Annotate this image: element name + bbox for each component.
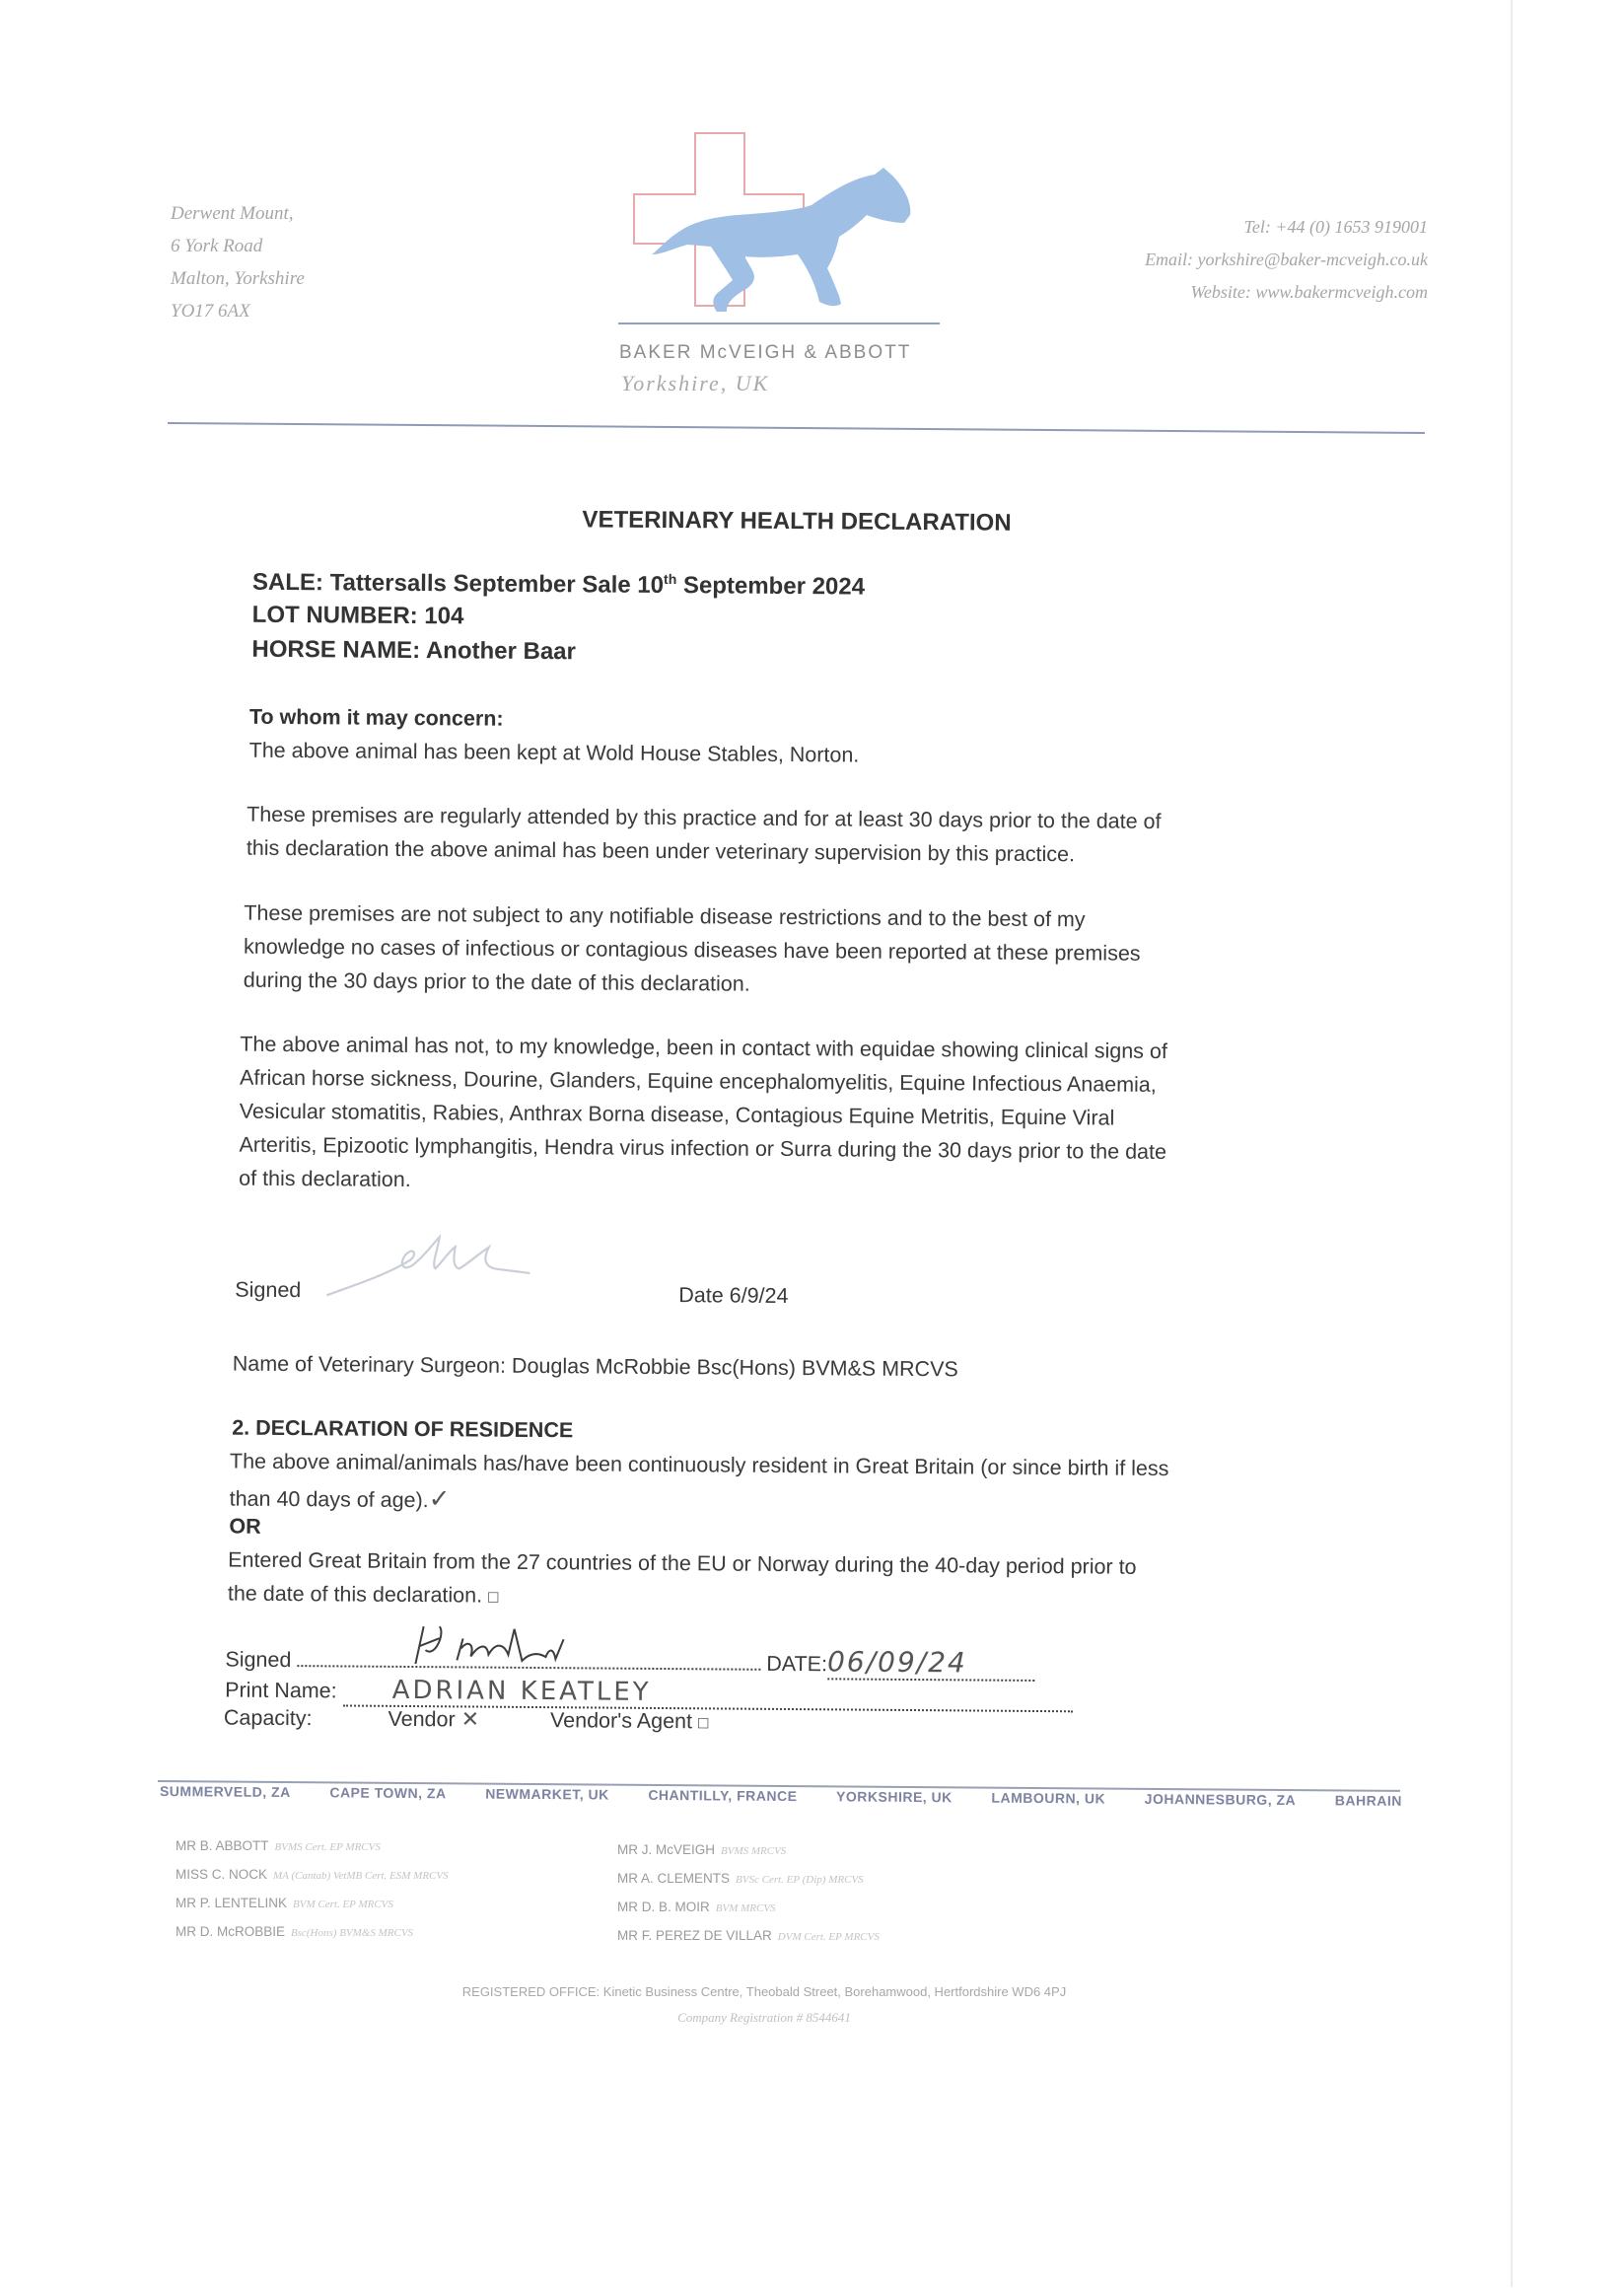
agent-option	[550, 1708, 708, 1733]
vendor-mark: ✕	[460, 1707, 480, 1733]
residence-heading: 2. DECLARATION OF RESIDENCE	[232, 1415, 574, 1443]
partner	[176, 1861, 449, 1890]
residence-line-text: than 40 days of age).	[229, 1486, 429, 1513]
paragraph-line: African horse sickness, Dourine, Glanders, Equine encephalomyelitis, Equine Infectious Anaemia,	[239, 1065, 1157, 1097]
sale-prefix: SALE: Tattersalls September Sale 10	[251, 568, 665, 599]
print-name-label: Print Name:	[225, 1678, 337, 1703]
contact-phone: Tel: +44 (0) 1653 919001	[1243, 217, 1428, 237]
paragraph-line: Vesicular stomatitis, Rabies, Anthrax Borna disease, Contagious Equine Metritis, Equine Viral	[239, 1099, 1115, 1130]
partner	[617, 1894, 880, 1922]
owner-signature	[405, 1620, 593, 1671]
partner-quals: BVMS MRCVS	[721, 1845, 787, 1857]
partner	[176, 1918, 449, 1947]
sale-line	[252, 568, 865, 602]
vet-signed-label: Signed	[235, 1277, 302, 1303]
company-registration: Company Registration # 8544641	[677, 2010, 851, 2025]
office-location: BAHRAIN	[1334, 1792, 1402, 1809]
owner-signed-label: Signed	[225, 1647, 292, 1673]
horse-name: HORSE NAME: Another Baar	[251, 635, 577, 666]
office-location: SUMMERVELD, ZA	[159, 1783, 291, 1801]
capacity-label: Capacity:	[223, 1705, 313, 1731]
residence-line	[230, 1483, 451, 1515]
paragraph-line: Arteritis, Epizootic lymphangitis, Hendra virus infection or Surra during the 30 days prior to the date	[239, 1132, 1167, 1165]
paragraph-line: These premises are not subject to any notifiable disease restrictions and to the best of my	[244, 900, 1086, 932]
office-location: CAPE TOWN, ZA	[329, 1784, 447, 1802]
capacity-row	[224, 1706, 709, 1735]
address-line: 6 York Road	[171, 236, 263, 256]
residence-checkbox: □	[487, 1587, 499, 1607]
residence-line: Entered Great Britain from the 27 countries of the EU or Norway during the 40-day period prior to	[228, 1547, 1137, 1579]
partner-name: MISS C. NOCK	[176, 1867, 268, 1882]
paragraph-line: These premises are regularly attended by this practice and for at least 30 days prior to the date of	[247, 802, 1162, 833]
paragraph-line: of this declaration.	[239, 1166, 411, 1191]
registered-office: REGISTERED OFFICE: Kinetic Business Centre, Theobald Street, Borehamwood, Hertfordshire WD6 4PJ	[461, 1984, 1067, 1999]
or-separator: OR	[229, 1514, 261, 1539]
residence-checkmark: ✓	[428, 1484, 451, 1515]
address-line: Derwent Mount,	[171, 203, 294, 224]
firm-name: BAKER McVEIGH & ABBOTT	[619, 342, 912, 363]
address-line: YO17 6AX	[171, 301, 250, 322]
print-name-value: ADRIAN KEATLEY	[391, 1675, 652, 1707]
paragraph-line: knowledge no cases of infectious or contagious diseases have been reported at these premises	[243, 934, 1141, 966]
partner	[617, 1865, 880, 1894]
partner-quals: BVSc Cert. EP (Dip) MRCVS	[736, 1874, 864, 1886]
partners-right	[617, 1836, 880, 1951]
paragraph-line: this declaration the above animal has been under veterinary supervision by this practice.	[246, 835, 1076, 867]
partner-quals: BVMS Cert. EP MRCVS	[274, 1841, 381, 1853]
salutation: To whom it may concern:	[248, 704, 504, 731]
paragraph-line: The above animal has not, to my knowledge, been in contact with equidae showing clinical signs of	[240, 1032, 1167, 1064]
office-location: YORKSHIRE, UK	[836, 1788, 953, 1806]
partner-quals: BVM MRCVS	[715, 1902, 776, 1914]
sale-sup: th	[664, 570, 677, 588]
office-location: JOHANNESBURG, ZA	[1144, 1790, 1297, 1809]
office-location: LAMBOURN, UK	[991, 1789, 1106, 1807]
partner	[617, 1836, 880, 1865]
residence-line-text: the date of this declaration.	[227, 1581, 483, 1608]
contact-email: Email: yorkshire@baker-mcveigh.co.uk	[1145, 250, 1428, 269]
vendor-option	[388, 1707, 479, 1732]
agent-label: Vendor's Agent	[549, 1708, 693, 1734]
firm-location: Yorkshire, UK	[621, 371, 770, 395]
address-line: Malton, Yorkshire	[171, 268, 305, 289]
partner-name: MR D. B. MOIR	[617, 1900, 710, 1914]
office-location: NEWMARKET, UK	[485, 1785, 609, 1803]
partner-quals: DVM Cert. EP MRCVS	[777, 1931, 880, 1943]
partner-quals: Bsc(Hons) BVM&S MRCVS	[291, 1927, 414, 1939]
sale-suffix: September 2024	[676, 572, 866, 601]
agent-checkbox: □	[697, 1713, 709, 1733]
vendor-label: Vendor	[388, 1706, 456, 1732]
partner-quals: MA (Cantab) VetMB Cert. ESM MRCVS	[273, 1870, 449, 1882]
partner-name: MR D. McROBBIE	[176, 1924, 286, 1939]
partner-name: MR B. ABBOTT	[176, 1838, 269, 1853]
partner-name: MR F. PEREZ DE VILLAR	[617, 1928, 772, 1943]
partner	[176, 1890, 449, 1918]
owner-signature-line	[297, 1649, 760, 1671]
paragraph-line: during the 30 days prior to the date of this declaration.	[243, 968, 750, 996]
partner	[617, 1922, 880, 1951]
document-title: VETERINARY HEALTH DECLARATION	[582, 506, 1012, 537]
partner-name: MR P. LENTELINK	[176, 1896, 288, 1910]
vet-date: Date 6/9/24	[678, 1283, 789, 1309]
owner-date-line	[827, 1645, 1034, 1682]
lot-number: LOT NUMBER: 104	[251, 601, 464, 630]
registered-office-block	[399, 1979, 1129, 2031]
office-location: CHANTILLY, FRANCE	[648, 1786, 798, 1805]
owner-date-label: DATE:	[766, 1651, 828, 1677]
vet-signature	[318, 1224, 546, 1305]
partner-quals: BVM Cert. EP MRCVS	[293, 1899, 393, 1910]
residence-line	[228, 1582, 499, 1609]
owner-date-value: 06/09/24	[826, 1645, 967, 1680]
paragraph-line: The above animal has been kept at Wold House Stables, Norton.	[248, 738, 860, 767]
partner	[176, 1832, 449, 1861]
partner-name: MR A. CLEMENTS	[617, 1871, 731, 1886]
partners-left	[176, 1832, 449, 1947]
partner-name: MR J. McVEIGH	[617, 1842, 716, 1857]
contact-website: Website: www.bakermcveigh.com	[1190, 282, 1428, 302]
vet-name: Name of Veterinary Surgeon: Douglas McRobbie Bsc(Hons) BVM&S MRCVS	[232, 1351, 958, 1382]
residence-line: The above animal/animals has/have been continuously resident in Great Britain (or since birth if less	[229, 1449, 1169, 1481]
